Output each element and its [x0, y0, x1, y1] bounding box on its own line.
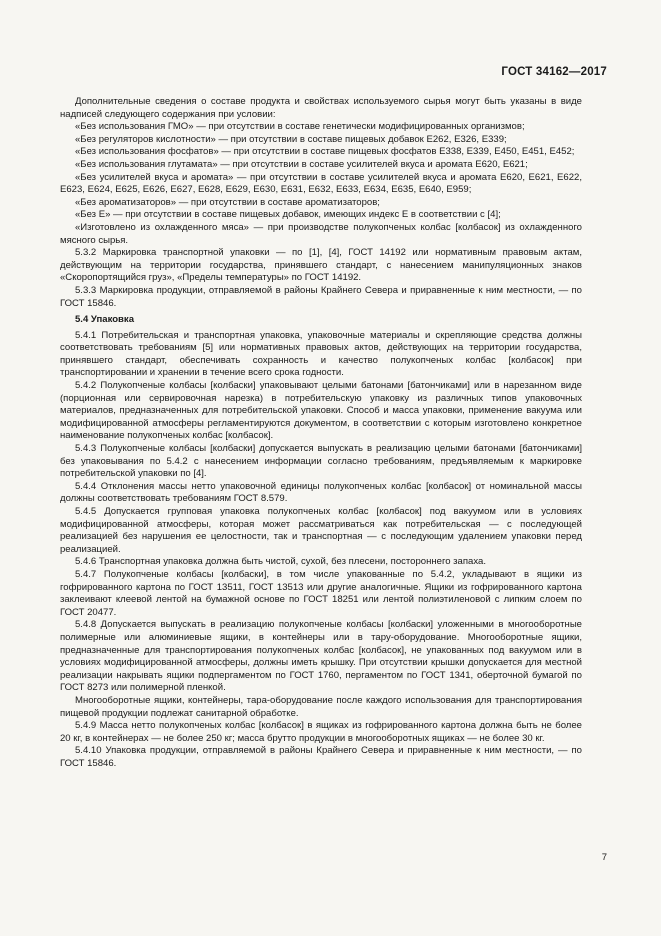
document-header: ГОСТ 34162—2017 — [501, 66, 607, 78]
page-number: 7 — [601, 852, 607, 863]
paragraph-5-4-8: 5.4.8 Допускается выпускать в реализацию полукопченые колбасы [колбаски] уложенными в многооборотные полимерные или алюминиевые ящики, в контейнеры или в тару-оборудование. Многооборотные ящики, предназначенные для транспортирования полукопченых колбас [колбасок], не упакованных под вакуумом или в условиях модифицированной атмосферы, должны иметь крышку. При отсутствии крышки допускается для местной реализации накрывать ящики подпергаментом по ГОСТ 1760, пергаментом по ГОСТ 1341, оберточной бумагой по ГОСТ 8273 или полимерной пленкой. — [60, 619, 582, 694]
paragraph-no-acidity-regulators: «Без регуляторов кислотности» — при отсутствии в составе пищевых добавок Е262, Е326, Е339; — [75, 133, 507, 145]
paragraph-no-e: «Без Е» — при отсутствии в составе пищевых добавок, имеющих индекс Е в соответствии с [4]; — [75, 209, 501, 221]
paragraph-no-gmo: «Без использования ГМО» — при отсутствии в составе генетически модифицированных организмов; — [75, 121, 525, 133]
paragraph-5-4-1: 5.4.1 Потребительская и транспортная упаковка, упаковочные материалы и скрепляющие средства должны соответствовать требованиям [5] или нормативных правовых актов, действующих на территории государства, принявшего стандарт, обеспечивать сохранность и качество полукопченых колбас [колбасок] при транспортировании и хранении в течение всего срока годности. — [60, 329, 582, 379]
section-title: 5.4 Упаковка — [75, 314, 135, 326]
paragraph-5-4-5: 5.4.5 Допускается групповая упаковка полукопченых колбас [колбасок] под вакуумом или в условиях модифицированной атмосферы, которая может рассматриваться как потребительская — с последующей реализацией без нарушения ее целостности, так и транспортная — с последующим удалением упаковки перед реализацией. — [60, 506, 582, 555]
paragraph-5-4-2: 5.4.2 Полукопченые колбасы [колбаски] упаковывают целыми батонами [батончиками] или в нарезанном виде (порционная или сервировочная нарезка) в потребительскую упаковку из различных типов упаковочных материалов, предназначенных для потребительской упаковки. Способ и масса упаковки, применение вакуума или модифицированной атмосферы регламентируются документом, в соответствии с которым изготовлено конкретное наименование полукопченых колбас [колбасок]. — [60, 380, 582, 442]
document-body — [60, 96, 582, 770]
paragraph-5-4-3: 5.4.3 Полукопченые колбасы [колбаски] допускается выпускать в реализацию целыми батонами [батончиками] без упаковывания по 5.4.2 с нанесением информации согласно требованиям, предъявляемым к маркировке потребительской упаковки по [4]. — [60, 443, 582, 480]
paragraph-no-glutamate: «Без использования глутамата» — при отсутствии в составе усилителей вкуса и аромата Е620, Е621; — [75, 158, 528, 170]
paragraph-intro: Дополнительные сведения о составе продукта и свойствах используемого сырья могут быть указаны в виде надписей следующего содержания при условии: — [60, 96, 582, 120]
paragraph-no-phosphates: «Без использования фосфатов» — при отсутствии в составе пищевых фосфатов Е338, Е339, Е450, Е451, Е452; — [75, 146, 575, 158]
paragraph-5-4-4: 5.4.4 Отклонения массы нетто упаковочной единицы полукопченых колбас [колбасок] от номинальной массы должны соответствовать требованиям ГОСТ 8.579. — [60, 480, 582, 505]
paragraph-5-4-7: 5.4.7 Полукопченые колбасы [колбаски], в том числе упакованные по 5.4.2, укладывают в ящики из гофрированного картона по ГОСТ 13511, ГОСТ 13513 или другие аналогичные. Ящики из гофрированного картона заклеивают клеевой лентой на бумажной основе по ГОСТ 18251 или лентой полиэтиленовой с липким слоем по ГОСТ 20477. — [60, 568, 582, 618]
paragraph-5-4-6: 5.4.6 Транспортная упаковка должна быть чистой, сухой, без плесени, постороннего запаха. — [75, 556, 486, 568]
paragraph-5-4-10: 5.4.10 Упаковка продукции, отправляемой в районы Крайнего Севера и приравненные к ним местности, — по ГОСТ 15846. — [60, 745, 582, 769]
paragraph-5-4-9: 5.4.9 Масса нетто полукопченых колбас [колбасок] в ящиках из гофрированного картона должна быть не более 20 кг, в контейнерах — не более 250 кг; масса брутто продукции в многооборотных ящиках — не более 30 кг. — [60, 720, 582, 744]
paragraph-chilled-meat: «Изготовлено из охлажденного мяса» — при производстве полукопченых колбас [колбасок] из охлажденного мясного сырья. — [60, 221, 582, 246]
paragraph-no-flavor-enhancers: «Без усилителей вкуса и аромата» — при отсутствии в составе усилителей вкуса и аромата Е620, Е621, Е622, Е623, Е624, Е625, Е626, Е627, Е628, Е629, Е630, Е631, Е632, Е633, Е634, Е635, Е640, Е959; — [60, 171, 582, 196]
paragraph-no-flavorings: «Без ароматизаторов» — при отсутствии в составе ароматизаторов; — [75, 196, 380, 208]
paragraph-reusable-containers: Многооборотные ящики, контейнеры, тара-оборудование после каждого использования для транспортирования пищевой продукции подлежат санитарной обработке. — [60, 694, 582, 719]
paragraph-5-3-2: 5.3.2 Маркировка транспортной упаковки — по [1], [4], ГОСТ 14192 или нормативным правовым актам, действующим на территории государства, принявшего стандарт, с нанесением манипуляционных знаков «Скоропортящийся груз», «Пределы температуры» по ГОСТ 14192. — [60, 247, 582, 284]
paragraph-5-3-3: 5.3.3 Маркировка продукции, отправляемой в районы Крайнего Севера и приравненные к ним местности, — по ГОСТ 15846. — [60, 284, 582, 309]
